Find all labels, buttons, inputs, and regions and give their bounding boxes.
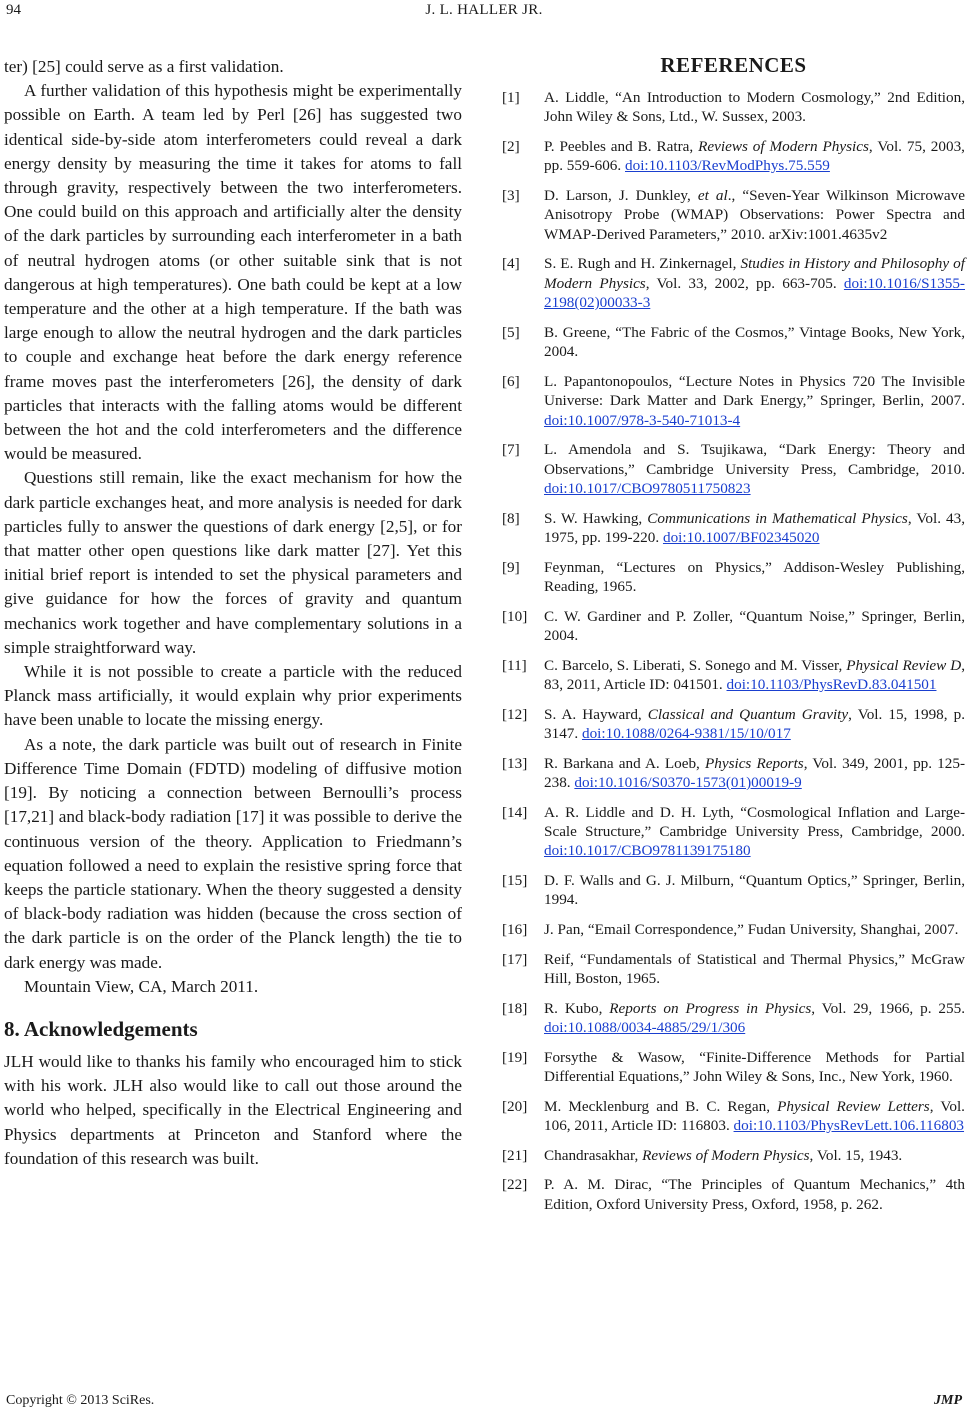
copyright-notice: Copyright © 2013 SciRes. (6, 1393, 155, 1408)
reference-number: [3] (502, 187, 520, 204)
reference-item (502, 558, 965, 597)
reference-text (544, 1000, 965, 1036)
reference-authors: S. E. Rugh and H. Zinkernagel, (544, 255, 741, 273)
paragraph: Questions still remain, like the exact mechanism for how the dark particle exchanges heat, and more analysis is needed for dark particles fully to answer the questions of dark energy [2,5], or for that matter other open questions like dark matter [27]. Yet this initial brief report is intended to set the physical parameters and give guidance for how the forces of gravity and quantum mechanics work together and have complementary solutions in a simple straightforward way. (4, 468, 462, 657)
doi-link[interactable]: doi:10.1017/CBO9780511750823 (544, 480, 751, 498)
reference-text (544, 951, 965, 987)
reference-item (502, 803, 965, 861)
reference-authors: M. Mecklenburg and B. C. Regan, (544, 1097, 778, 1115)
reference-authors: A. Liddle, “An Introduction to Modern Cosmology,” 2nd Edition, John Wiley & Sons, Ltd., W. Sussex, 2003. (544, 89, 965, 126)
doi-link[interactable]: doi:10.1016/S0370-1573(01)00019-9 (574, 774, 802, 792)
reference-authors: Feynman, “Lectures on Physics,” Addison-Wesley Publishing, Reading, 1965. (544, 558, 965, 596)
doi-link[interactable]: doi:10.1088/0034-4885/29/1/306 (544, 1019, 746, 1037)
acknowledgements-text: JLH would like to thanks his family who encouraged him to stick with his work. JLH also would like to call out those around the world who helped, specifically in the Electrical Engineering and Physics departments at Princeton and Stanford where the foundation of this research was built. (4, 1051, 462, 1168)
reference-item (502, 607, 965, 646)
reference-item (502, 1097, 965, 1136)
reference-authors: S. A. Hayward, (544, 705, 648, 723)
reference-details: , Vol. 106, 2011, Article ID: 116803. (544, 1097, 965, 1135)
reference-authors: Chandrasakhar, (544, 1146, 643, 1164)
reference-number: [18] (502, 999, 528, 1017)
reference-details: , Vol. 33, 2002, pp. 663-705. (645, 274, 844, 292)
reference-number: [14] (502, 803, 528, 821)
page-number: 94 (6, 2, 21, 18)
reference-number: [15] (502, 872, 528, 890)
reference-journal: Communications in Mathematical Physics (647, 509, 908, 527)
reference-text (544, 706, 965, 742)
reference-item (502, 440, 965, 498)
paragraph: While it is not possible to create a particle with the reduced Planck mass artificially, it would explain why prior experiments have been unable to locate the missing energy. (4, 662, 462, 730)
doi-link[interactable]: doi:10.1007/978-3-540-71013-4 (544, 411, 741, 429)
reference-text (544, 510, 965, 546)
reference-number: [11] (502, 656, 527, 674)
reference-details: , Vol. 15, 1998, p. 3147. (544, 705, 965, 743)
reference-number: [8] (502, 509, 520, 527)
reference-number: [4] (502, 255, 520, 273)
reference-authors: Reif, “Fundamentals of Statistical and Thermal Physics,” McGraw Hill, Boston, 1965. (544, 950, 965, 988)
reference-authors: A. R. Liddle and D. H. Lyth, “Cosmological Inflation and Large-Scale Structure,” Cambridge University Press, Cambridge, 2000. (544, 803, 965, 841)
reference-text (544, 1049, 965, 1085)
reference-number: [20] (502, 1097, 528, 1115)
reference-authors: J. Pan, “Email Correspondence,” Fudan University, Shanghai, 2007. (544, 921, 959, 939)
reference-journal: Reviews of Modern Physics (642, 1146, 810, 1164)
reference-item (502, 137, 965, 176)
reference-item (502, 656, 965, 695)
reference-item (502, 1175, 965, 1214)
reference-journal: Physical Review Letters (777, 1097, 930, 1115)
reference-authors: C. W. Gardiner and P. Zoller, “Quantum Noise,” Springer, Berlin, 2004. (544, 607, 965, 645)
reference-number: [17] (502, 950, 528, 968)
reference-number: [19] (502, 1048, 528, 1066)
reference-item (502, 754, 965, 793)
reference-details: , Vol. 75, 2003, pp. 559-606. (544, 138, 965, 175)
doi-link[interactable]: doi:10.1016/S1355-2198(02)00033-3 (544, 274, 965, 312)
reference-authors: Forsythe & Wasow, “Finite-Difference Methods for Partial Differential Equations,” John Wiley & Sons, Inc., New York, 1960. (544, 1048, 965, 1086)
reference-text (544, 255, 965, 311)
reference-item (502, 186, 965, 244)
reference-number: [13] (502, 754, 528, 772)
reference-authors: D. F. Walls and G. J. Milburn, “Quantum Optics,” Springer, Berlin, 1994. (544, 872, 965, 909)
reference-journal: Studies in History and Philosophy of Modern Physics (544, 255, 965, 292)
reference-number: [12] (502, 705, 528, 723)
reference-details: , Vol. 15, 1943. (809, 1146, 903, 1164)
reference-text (544, 559, 965, 595)
reference-text (544, 1147, 902, 1164)
reference-text (544, 1098, 965, 1134)
reference-item (502, 509, 965, 548)
reference-number: [9] (502, 558, 520, 576)
doi-link[interactable]: doi:10.1088/0264-9381/15/10/017 (581, 725, 791, 743)
reference-journal: et al (697, 187, 728, 204)
reference-number: [10] (502, 607, 528, 625)
reference-list (502, 88, 965, 1214)
reference-authors: L. Papantonopoulos, “Lecture Notes in Physics 720 The Invisible Universe: Dark Matter and Dark Energy,” Springer, Berlin, 2007. (544, 372, 965, 410)
reference-number: [5] (502, 323, 520, 341)
reference-journal: Reports on Progress in Physics (609, 999, 812, 1017)
reference-authors: D. Larson, J. Dunkley, (544, 187, 698, 204)
reference-text (544, 657, 965, 693)
reference-details: , Vol. 43, 1975, pp. 199-220. (544, 509, 965, 547)
reference-item (502, 999, 965, 1038)
reference-number: [6] (502, 372, 520, 390)
reference-journal: Physical Review D (846, 656, 962, 674)
references-heading: REFERENCES (660, 53, 807, 77)
reference-item (502, 1146, 965, 1165)
reference-authors: P. A. M. Dirac, “The Principles of Quantum Mechanics,” 4th Edition, Oxford University Press, Oxford, 1958, p. 262. (544, 1176, 965, 1213)
acknowledgements-heading: 8. Acknowledgements (4, 1016, 198, 1041)
reference-text (544, 373, 965, 429)
reference-details: , Vol. 349, 2001, pp. 125-238. (544, 754, 966, 792)
paragraph: As a note, the dark particle was built out of research in Finite Difference Time Domain (FDTD) modeling of diffusive motion [19]. By noticing a connection between Bernoulli’s process [17,21] and black-body radiation [17] it was possible to derive the continuous version of the theory. Application to Friedmann’s equation followed a need to explain the resistive spring force that keeps the particle stationary. When the theory suggested a density of black-body radiation was hidden (because the cross section of the dark particle is on the order of the Planck length) the tie to dark energy was made. (4, 734, 462, 972)
reference-number: [1] (502, 89, 520, 106)
doi-link[interactable]: doi:10.1103/RevModPhys.75.559 (625, 157, 830, 175)
reference-item (502, 920, 965, 939)
reference-item (502, 950, 965, 989)
reference-details: , Vol. 29, 1966, p. 255. (811, 999, 965, 1017)
reference-journal: Classical and Quantum Gravity (647, 705, 849, 723)
reference-item (502, 871, 965, 910)
reference-authors: C. Barcelo, S. Liberati, S. Sonego and M. Visser, (544, 656, 847, 674)
journal-abbrev: JMP (934, 1393, 962, 1408)
reference-item (502, 1048, 965, 1087)
reference-item (502, 88, 965, 127)
reference-item (502, 372, 965, 430)
reference-number: [22] (502, 1176, 528, 1194)
reference-item (502, 254, 965, 312)
reference-text (544, 89, 965, 125)
signoff-line: Mountain View, CA, March 2011. (24, 976, 259, 996)
paragraph: A further validation of this hypothesis might be experimentally possible on Earth. A team led by Perl [26] has suggested two identical side-by-side atom interferometers could reveal a dark energy density by measuring the time it takes for atoms to fall through gravity, respectively between the two interferometers. One could build on this approach and artificially alter the density of the dark particles by surrounding each interferometer in a bath of neutral hydrogen atoms (or other suitable sink that is not dangerous at high temperatures). One bath could be kept at a low temperature and the other at a high temperature. If the bath was large enough to allow the neutral hydrogen and the dark particles to couple and exchange heat before the dark energy reference frame moves past the interferometers [26], the density of dark particles that interacts with the falling atoms would be different between the hot and the cold interferometers and the difference would be measured. (4, 81, 462, 464)
reference-text (544, 755, 965, 791)
reference-authors: P. Peebles and B. Ratra, (544, 138, 699, 155)
paragraph: ter) [25] could serve as a first validation. (4, 57, 284, 76)
reference-details: , 83, 2011, Article ID: 041501. (544, 656, 965, 694)
reference-authors: B. Greene, “The Fabric of the Cosmos,” Vintage Books, New York, 2004. (544, 323, 965, 361)
reference-text (544, 608, 965, 644)
reference-authors: S. W. Hawking, (544, 509, 648, 527)
reference-number: [16] (502, 921, 528, 939)
reference-number: [7] (502, 441, 520, 459)
reference-item (502, 705, 965, 744)
reference-number: [21] (502, 1146, 528, 1164)
running-title: J. L. HALLER JR. (425, 2, 543, 18)
reference-text (544, 138, 965, 174)
reference-text (544, 324, 965, 360)
reference-text (544, 1176, 965, 1212)
doi-link[interactable]: doi:10.1017/CBO9781139175180 (544, 842, 751, 860)
reference-item (502, 323, 965, 362)
reference-journal: Physics Reports (704, 754, 804, 772)
reference-text (544, 187, 965, 243)
reference-text (544, 872, 965, 908)
reference-authors: R. Barkana and A. Loeb, (544, 754, 705, 772)
reference-details: ., “Seven-Year Wilkinson Microwave Anisotropy Probe (WMAP) Observations: Power Spectra and WMAP-Derived Parameters,” 2010. arXiv:1001.4635v2 (544, 187, 965, 243)
left-column (4, 55, 462, 1171)
reference-number: [2] (502, 138, 520, 155)
reference-authors: R. Kubo, (544, 999, 610, 1017)
reference-journal: Reviews of Modern Physics (698, 138, 869, 155)
doi-link[interactable]: doi:10.1103/PhysRevLett.106.116803 (733, 1117, 965, 1135)
references-column (502, 52, 965, 1224)
reference-text (544, 804, 965, 860)
reference-authors: L. Amendola and S. Tsujikawa, “Dark Energy: Theory and Observations,” Cambridge University Press, Cambridge, 2010. (544, 441, 965, 478)
reference-text (544, 441, 965, 497)
doi-link[interactable]: doi:10.1103/PhysRevD.83.041501 (726, 676, 937, 694)
reference-text (544, 921, 958, 938)
doi-link[interactable]: doi:10.1007/BF02345020 (662, 529, 820, 547)
